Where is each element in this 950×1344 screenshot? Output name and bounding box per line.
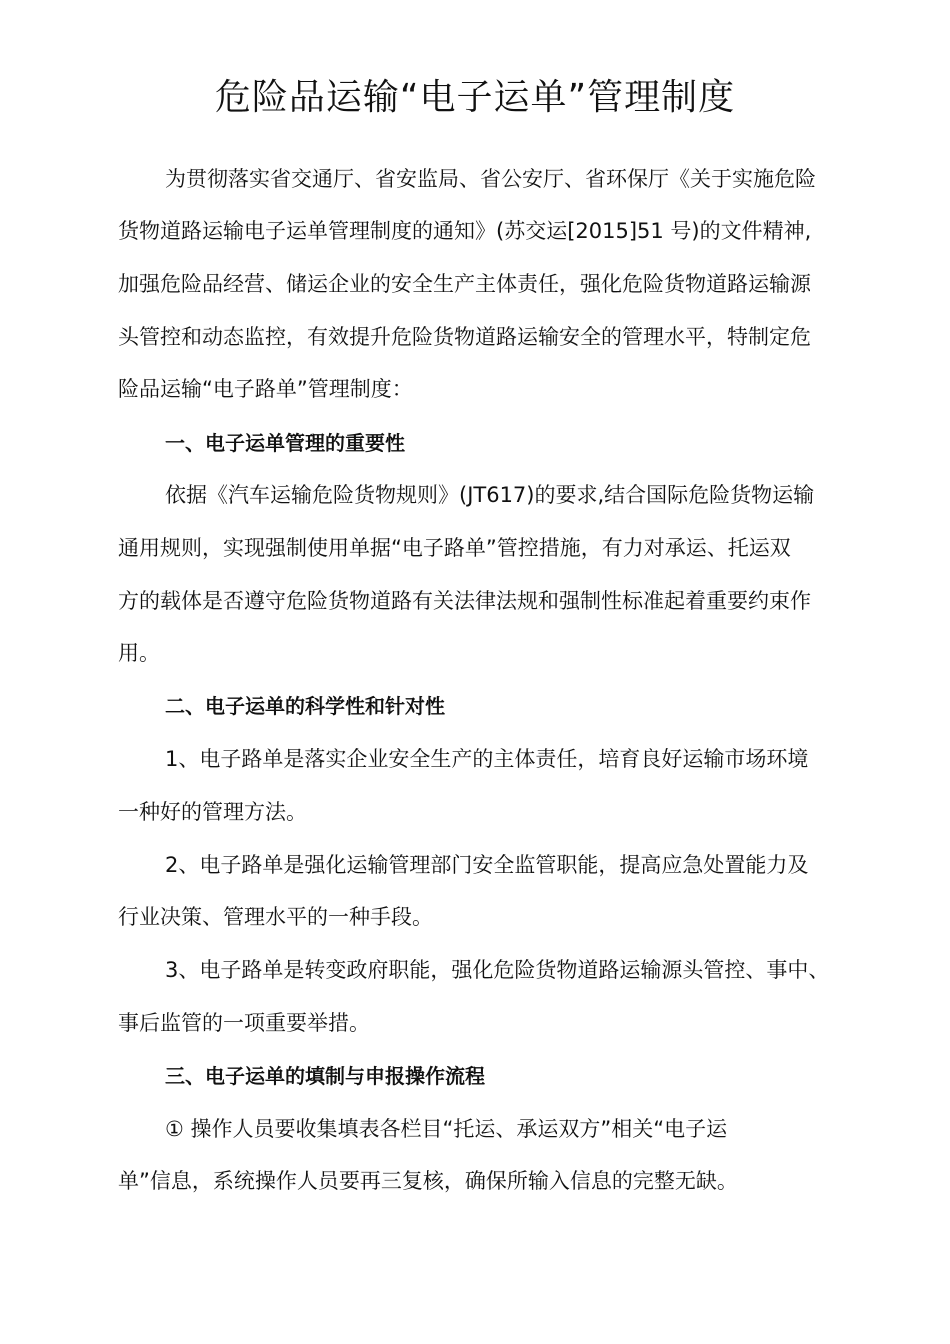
section2-item2-line-2: 行业决策、管理水平的一种手段。	[118, 905, 433, 929]
section2-item1-line-1: 1、电子路单是落实企业安全生产的主体责任，培育良好运输市场环境	[165, 747, 809, 771]
section2-item3-line-1: 3、电子路单是转变政府职能，强化危险货物道路运输源头管控、事中、	[165, 958, 830, 982]
document-title: 危险品运输“电子运单”管理制度	[214, 77, 736, 118]
intro-line-3: 加强危险品经营、储运企业的安全生产主体责任，强化危险货物道路运输源	[118, 272, 811, 296]
intro-line-1: 为贯彻落实省交通厅、省安监局、省公安厅、省环保厅《关于实施危险	[165, 167, 816, 191]
section1-line-2: 通用规则，实现强制使用单据“电子路单”管控措施，有力对承运、托运双	[118, 536, 791, 560]
intro-line-4: 头管控和动态监控，有效提升危险货物道路运输安全的管理水平，特制定危	[118, 325, 811, 349]
section3-item1-line-2: 单”信息，系统操作人员要再三复核，确保所输入信息的完整无缺。	[118, 1169, 738, 1193]
section1-line-3: 方的载体是否遵守危险货物道路有关法律法规和强制性标准起着重要约束作	[118, 589, 811, 613]
section1-heading: 一、电子运单管理的重要性	[165, 431, 405, 455]
section1-line-1: 依据《汽车运输危险货物规则》(JT617)的要求,结合国际危险货物运输	[165, 483, 815, 507]
section3-heading: 三、电子运单的填制与申报操作流程	[165, 1064, 485, 1088]
section2-item2-line-1: 2、电子路单是强化运输管理部门安全监管职能，提高应急处置能力及	[165, 853, 809, 877]
section2-item1-line-2: 一种好的管理方法。	[118, 800, 307, 824]
intro-line-5: 险品运输“电子路单”管理制度：	[118, 377, 413, 401]
section2-heading: 二、电子运单的科学性和针对性	[165, 694, 445, 718]
section1-line-4: 用。	[118, 641, 160, 665]
section3-item1-line-1: ① 操作人员要收集填表各栏目“托运、承运双方”相关“电子运	[165, 1117, 728, 1141]
section2-item3-line-2: 事后监管的一项重要举措。	[118, 1011, 370, 1035]
intro-line-2: 货物道路运输电子运单管理制度的通知》(苏交运[2015]51 号)的文件精神,	[118, 219, 812, 243]
